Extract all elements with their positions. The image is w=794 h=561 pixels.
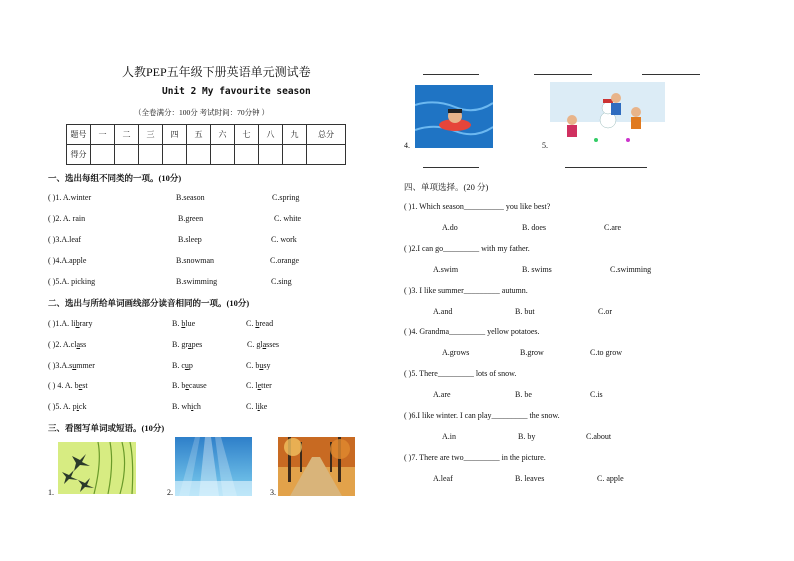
underlined-letter: a — [262, 340, 267, 349]
text: sses — [266, 340, 280, 349]
s4-q4-option-a: A.grows — [442, 348, 470, 357]
s4-q7-stem: ( )7. There are two_________ in the picture. — [404, 453, 546, 462]
score-input-cell[interactable] — [235, 145, 259, 165]
s4-q6-option-c: C.about — [586, 432, 612, 441]
s2-q4-option-b — [172, 381, 207, 390]
pic3-label: 3. — [270, 488, 276, 497]
text: p — [188, 361, 193, 370]
score-row-label: 得分 — [67, 145, 91, 165]
text: B. c — [172, 361, 185, 370]
s2-q5-option-c — [246, 402, 267, 411]
text: sy — [263, 361, 271, 370]
swimming-image — [415, 85, 493, 148]
q2-option-c: C. white — [274, 214, 302, 223]
section1-title: 一、选出每组不同类的一项。(10分) — [48, 173, 182, 183]
q4-option-c: C.orange — [270, 256, 300, 265]
s2-q4-stem — [48, 381, 88, 390]
s4-q7-option-b: B. leaves — [515, 474, 545, 483]
underlined-letter: u — [184, 361, 189, 370]
s2-q3-stem — [48, 361, 95, 370]
answer-line[interactable] — [565, 167, 647, 168]
text: st — [82, 381, 88, 390]
score-cell: 二 — [115, 125, 139, 145]
willow-swallows-image — [58, 442, 136, 494]
pic2-label: 2. — [167, 488, 173, 497]
underlined-letter: a — [188, 340, 192, 349]
underlined-letter: u — [259, 361, 264, 370]
q4-option-b: B.snowman — [176, 256, 214, 265]
page-title: 人教PEP五年级下册英语单元测试卷 — [122, 65, 311, 79]
text: ke — [259, 402, 268, 411]
score-cell: 九 — [283, 125, 307, 145]
text: ch — [193, 402, 201, 411]
s2-q5-option-b — [172, 402, 201, 411]
text: C. gl — [247, 340, 263, 349]
underlined-letter: e — [185, 381, 189, 390]
text: ss — [80, 340, 87, 349]
text: rary — [79, 319, 93, 328]
underlined-letter: u — [72, 361, 77, 370]
s4-q7-option-c: C. apple — [597, 474, 624, 483]
s4-q2-option-a: A.swim — [433, 265, 459, 274]
underlined-letter: b — [181, 319, 186, 328]
q5-option-c: C.sing — [271, 277, 292, 286]
text: B. — [172, 319, 182, 328]
text: ( )1.A. li — [48, 319, 76, 328]
score-input-cell[interactable] — [139, 145, 163, 165]
s4-q7-option-a: A.leaf — [433, 474, 453, 483]
s4-q5-option-b: B. be — [515, 390, 532, 399]
s4-q6-option-b: B. by — [518, 432, 536, 441]
text: mmer — [76, 361, 95, 370]
s4-q5-option-a: A.are — [433, 390, 451, 399]
score-cell: 四 — [163, 125, 187, 145]
text: lue — [185, 319, 196, 328]
underlined-letter: e — [78, 381, 83, 390]
s2-q1-option-c — [246, 319, 273, 328]
underwater-light-image — [175, 437, 252, 496]
s4-q3-stem: ( )3. I like summer_________ autumn. — [404, 286, 528, 295]
underlined-letter: e — [257, 381, 262, 390]
snowman-kids-image — [550, 82, 665, 147]
text: ( ) 4. A. b — [48, 381, 79, 390]
q2-stem: ( )2. A. rain — [48, 214, 86, 223]
s4-q3-option-b: B. but — [515, 307, 535, 316]
score-input-cell[interactable] — [283, 145, 307, 165]
autumn-road-image — [278, 437, 355, 496]
score-cell: 七 — [235, 125, 259, 145]
text: C. — [246, 319, 256, 328]
text: cause — [188, 381, 207, 390]
s2-q2-stem — [48, 340, 86, 349]
score-input-cell[interactable] — [259, 145, 283, 165]
text: read — [259, 319, 274, 328]
score-table — [66, 124, 346, 165]
s2-q5-stem — [48, 402, 86, 411]
underlined-letter: i — [191, 402, 194, 411]
score-input-cell[interactable] — [307, 145, 346, 165]
score-cell: 题号 — [67, 125, 91, 145]
score-cell: 六 — [211, 125, 235, 145]
pic4-label: 4. — [404, 141, 410, 150]
text: B. b — [172, 381, 186, 390]
score-input-cell[interactable] — [91, 145, 115, 165]
text: pes — [191, 340, 203, 349]
s2-q4-option-c — [246, 381, 272, 390]
s4-q2-stem: ( )2.I can go_________ with my father. — [404, 244, 530, 253]
q1-option-c: C.spring — [272, 193, 300, 202]
s2-q2-option-c — [247, 340, 279, 349]
s2-q3-option-c — [246, 361, 270, 370]
score-input-cell[interactable] — [163, 145, 187, 165]
score-cell: 五 — [187, 125, 211, 145]
score-cell: 八 — [259, 125, 283, 145]
s4-q4-stem: ( )4. Grandma_________ yellow potatoes. — [404, 327, 540, 336]
s4-q4-option-c: C.to grow — [590, 348, 622, 357]
answer-line[interactable] — [423, 167, 479, 168]
s4-q2-option-b: B. swims — [522, 265, 552, 274]
underlined-letter: b — [255, 319, 260, 328]
q1-option-b: B.season — [176, 193, 205, 202]
s4-q5-option-c: C.is — [590, 390, 603, 399]
section3-title: 三、看图写单词或短语。(10分) — [48, 423, 165, 433]
score-header-row — [67, 125, 346, 145]
answer-line[interactable] — [642, 74, 700, 75]
s4-q3-option-a: A.and — [433, 307, 453, 316]
q3-option-b: B.sleep — [178, 235, 202, 244]
exam-info: （全卷满分：100分 考试时间：70分钟 ） — [134, 108, 269, 117]
underlined-letter: i — [257, 402, 260, 411]
text: C. l — [246, 402, 258, 411]
s4-q6-stem: ( )6.I like winter. I can play_________ the snow. — [404, 411, 560, 420]
pic5-label: 5. — [542, 141, 548, 150]
answer-line[interactable] — [423, 74, 479, 75]
section2-title: 二、选出与所给单词画线部分读音相同的一项。(10分) — [48, 298, 250, 308]
answer-line[interactable] — [534, 74, 592, 75]
s4-q3-option-c: C.or — [598, 307, 612, 316]
score-input-cell[interactable] — [115, 145, 139, 165]
score-cell: 一 — [91, 125, 115, 145]
underlined-letter: b — [75, 319, 80, 328]
q4-stem: ( )4.A.apple — [48, 256, 87, 265]
s4-q2-option-c: C.swimming — [610, 265, 652, 274]
score-value-row — [67, 145, 346, 165]
q3-option-c: C. work — [271, 235, 297, 244]
s4-q5-stem: ( )5. There_________ lots of snow. — [404, 369, 517, 378]
s2-q2-option-b — [172, 340, 202, 349]
text: ( )5. A. p — [48, 402, 77, 411]
underlined-letter: i — [76, 402, 79, 411]
s4-q1-option-c: C.are — [604, 223, 622, 232]
underlined-letter: a — [76, 340, 80, 349]
text: C. b — [246, 361, 260, 370]
text: B. gr — [172, 340, 188, 349]
score-input-cell[interactable] — [187, 145, 211, 165]
s2-q3-option-b — [172, 361, 193, 370]
pic1-label: 1. — [48, 488, 54, 497]
text: ( )2. A.cl — [48, 340, 77, 349]
score-cell: 总分 — [307, 125, 346, 145]
s2-q1-option-b — [172, 319, 195, 328]
s4-q6-option-a: A.in — [442, 432, 456, 441]
text: B. wh — [172, 402, 192, 411]
text: ( )3.A.s — [48, 361, 73, 370]
section4-title: 四、单项选择。(20 分) — [404, 182, 489, 192]
score-cell: 三 — [139, 125, 163, 145]
s4-q1-stem: ( )1. Which season__________ you like best? — [404, 202, 551, 211]
q5-stem: ( )5.A. picking — [48, 277, 96, 286]
text: ck — [78, 402, 87, 411]
score-input-cell[interactable] — [211, 145, 235, 165]
text: tter — [261, 381, 272, 390]
unit-title: Unit 2 My favourite season — [162, 86, 311, 97]
q3-stem: ( )3.A.leaf — [48, 235, 82, 244]
s4-q4-option-b: B.grow — [520, 348, 544, 357]
s4-q1-option-b: B. does — [522, 223, 546, 232]
s4-q1-option-a: A.do — [442, 223, 458, 232]
text: C. l — [246, 381, 258, 390]
q2-option-b: B.green — [178, 214, 204, 223]
s2-q1-stem — [48, 319, 92, 328]
q5-option-b: B.swimming — [176, 277, 218, 286]
q1-stem: ( )1. A.winter — [48, 193, 92, 202]
